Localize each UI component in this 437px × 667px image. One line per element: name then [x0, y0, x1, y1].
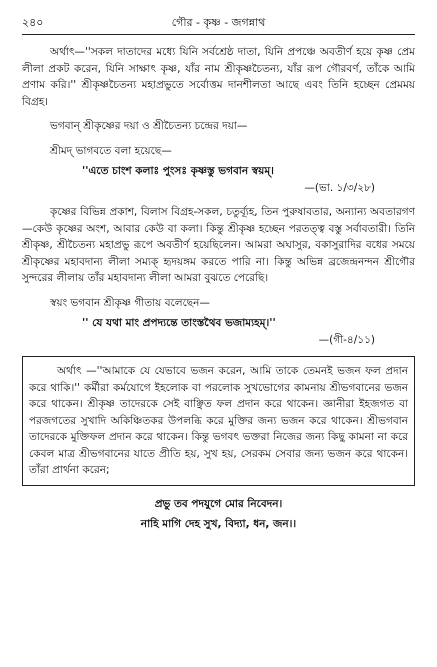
paragraph-incarnations: কৃষ্ণের বিভিন্ন প্রকাশ, বিলাস বিগ্রহ-সকল, চতুর্ব্যূহ, তিন পুরুষাবতার, অন্যান্য অবতারগণ—কেউ কৃষ্ণের অংশ, আবার কেউ বা কলা। কিন্তু শ্রীকৃষ্ণ হচ্ছেন পরতত্ত্ব বস্তু সর্বাবতারী। তিনি শ্রীকৃষ্ণ, শ্রীচৈতন্য মহাপ্রভু রূপে অবতীর্ণ হয়েছিলেন। আমরা অঘাসুর, বকাসুরাদির বধের সময়ে শ্রীকৃষ্ণের মহাবদান্য লীলা সম্যক্ হৃদয়ঙ্গম করতে পারি না। কিন্তু অভিন্ন ব্রজেন্দ্রনন্দন শ্রীগৌর সুন্দরের লীলায় তাঁর মহাবদান্য লীলা আমরা বুঝতে পেরেছি।: [22, 206, 415, 284]
paragraph-bhagavata-intro: শ্রীমদ্ ভাগবতে বলা হয়েছে—: [50, 144, 172, 157]
paragraph-meaning: অর্থাৎ—''সকল দাতাদের মধ্যে যিনি সর্বশ্রেষ্ঠ দাতা, যিনি প্রপঞ্চে অবতীর্ণ হয়ে কৃষ্ণ প্রেম লীলা প্রকট করেন, যিনি সাক্ষাৎ কৃষ্ণ, যাঁর নাম শ্রীকৃষ্ণচৈতন্য, যাঁর রূপ গৌরবর্ণ, তাঁকে আমি প্রণাম করি।'' শ্রীকৃষ্ণচৈতন্য মহাপ্রভুতে সর্বোত্তম দানশীলতা আছে এবং তিনি হচ্ছেন প্রেমময় বিগ্রহ।: [22, 46, 415, 108]
page-body: [22, 44, 415, 534]
quote-bhagavata-source: —(ভা. ১/৩/২৮): [304, 181, 375, 194]
paragraph-devotees: অর্থাৎ —''আমাকে যে যেভাবে ভজন করেন, আমি তাকে তেমনই ভজন ফল প্রদান করে থাকি।'' কর্মীরা কর্মযোগে ইহলোক বা পরলোক সুখভোগের কামনায় শ্রীভগবানের ভজন করে থাকেন। শ্রীকৃষ্ণ তাদেরকে সেই বাঞ্ছিত ফল প্রদান করে থাকেন। জ্ঞানীরা ইহজগত বা পরজগতের সুখাদি অকিঞ্চিতকর উপলব্ধি করে মুক্তির জন্য ভজন করে থাকেন। শ্রীভগবান তাদেরকে মুক্তিফল প্রদান করে থাকেন। কিন্তু ভগবৎ ভক্তরা নিজের জন্য কিছু কামনা না করে কেবল মাত্র শ্রীভগবানের যাতে প্রীতি হয়, সুখ হয়, সেরকম সেবার জন্য ভজন করে থাকেন। তাঁরা প্রার্থনা করেন;: [29, 365, 408, 476]
paragraph-mercy: ভগবান্ শ্রীকৃষ্ণের দয়া ও শ্রীচৈতন্য চন্দ্রের দয়া—: [50, 120, 248, 132]
quote-gita-source: —(গী-৪/১১): [318, 333, 375, 346]
paragraph-gita-intro: স্বয়ং ভগবান শ্রীকৃষ্ণ গীতায় বলেছেন—: [50, 296, 210, 309]
page-header: [22, 14, 415, 32]
verse-line-1: প্রভু তব পদযুগে মোর নিবেদন।: [154, 497, 283, 510]
header-rule: [22, 34, 415, 35]
boxed-paragraph: [22, 356, 415, 486]
quote-bhagavata: ''এতে চাংশ কলাঃ পুংসঃ কৃষ্ণস্তু ভগবান স্বয়ম্।: [82, 165, 274, 177]
page-number: ২৪০: [22, 16, 44, 29]
quote-gita: '' যে যথা মাং প্রপদ্যন্তে তাংস্তথৈব ভজাম্যহম্।'': [82, 317, 276, 329]
verse-line-2: নাহি মাগি দেহ সুখ, বিদ্যা, ধন, জন।।: [140, 517, 297, 530]
running-head: গৌর - কৃষ্ণ - জগন্নাথ: [171, 16, 266, 29]
